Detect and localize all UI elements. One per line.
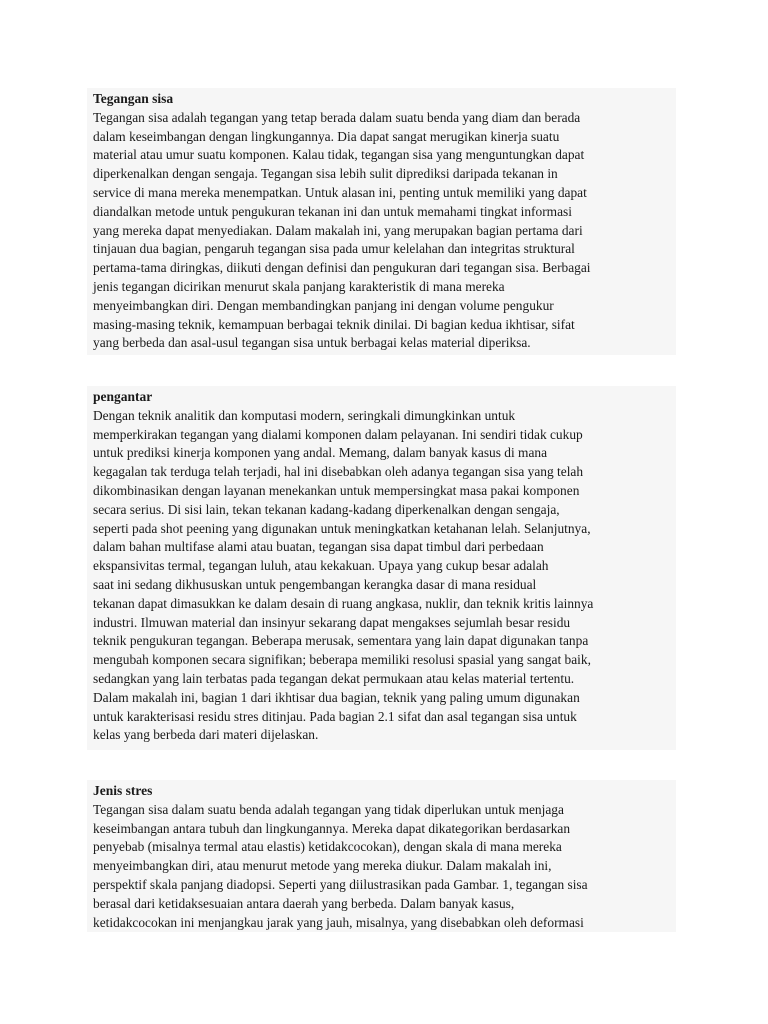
section-heading: Jenis stres bbox=[93, 783, 153, 798]
text-line: Tegangan sisa adalah tegangan yang tetap berada dalam suatu benda yang diam dan berada bbox=[93, 109, 581, 125]
text-line: menyeimbangkan diri. Dengan membandingkan panjang ini dengan volume pengukur bbox=[93, 297, 554, 313]
text-line: pertama-tama diringkas, diikuti dengan definisi dan pengukuran dari tegangan sisa. Berbagai bbox=[93, 260, 591, 276]
text-line: dikombinasikan dengan layanan menekankan untuk mempersingkat masa pakai komponen bbox=[93, 482, 580, 498]
text-line: memperkirakan tegangan yang dialami komponen dalam pelayanan. Ini sendiri tidak cukup bbox=[93, 426, 583, 442]
text-line: jenis tegangan dicirikan menurut skala panjang karakteristik di mana mereka bbox=[93, 278, 505, 294]
text-line: untuk prediksi kinerja komponen yang andal. Memang, dalam banyak kasus di mana bbox=[93, 445, 548, 461]
text-line: diperkenalkan dengan sengaja. Tegangan sisa lebih sulit diprediksi daripada tekanan in bbox=[93, 166, 558, 182]
text-line: perspektif skala panjang diadopsi. Seperti yang diilustrasikan pada Gambar. 1, tegangan sisa bbox=[93, 876, 588, 892]
text-line: kelas yang berbeda dari materi dijelaskan. bbox=[93, 727, 319, 743]
section-body bbox=[93, 109, 676, 353]
section-body bbox=[93, 801, 676, 932]
text-line: tekanan dapat dimasukkan ke dalam desain di ruang angkasa, nuklir, dan teknik kritis lainnya bbox=[93, 595, 594, 611]
section-tegangan-sisa bbox=[87, 88, 676, 355]
text-line: diandalkan metode untuk pengukuran tekanan ini dan untuk memahami tingkat informasi bbox=[93, 203, 572, 219]
section-heading: Tegangan sisa bbox=[93, 91, 174, 106]
section-pengantar bbox=[87, 386, 676, 750]
text-line: tinjauan dua bagian, pengaruh tegangan sisa pada umur kelelahan dan integritas struktural bbox=[93, 241, 575, 257]
text-line: penyebab (misalnya termal atau elastis) ketidakcocokan), dengan skala di mana mereka bbox=[93, 839, 562, 855]
text-line: dalam bahan multifase alami atau buatan, tegangan sisa dapat timbul dari perbedaan bbox=[93, 539, 544, 555]
text-line: yang mereka dapat menyediakan. Dalam makalah ini, yang merupakan bagian pertama dari bbox=[93, 222, 583, 238]
text-line: seperti pada shot peening yang digunakan untuk meningkatkan ketahanan lelah. Selanjutnya, bbox=[93, 520, 591, 536]
text-line: untuk karakterisasi residu stres ditinjau. Pada bagian 2.1 sifat dan asal tegangan sisa untuk bbox=[93, 708, 577, 724]
section-body bbox=[93, 407, 676, 745]
text-line: material atau umur suatu komponen. Kalau tidak, tegangan sisa yang menguntungkan dapat bbox=[93, 147, 585, 163]
text-line: ketidakcocokan ini menjangkau jarak yang jauh, misalnya, yang disebabkan oleh deformasi bbox=[93, 914, 584, 930]
text-line: Tegangan sisa dalam suatu benda adalah tegangan yang tidak diperlukan untuk menjaga bbox=[93, 801, 564, 817]
text-line: Dengan teknik analitik dan komputasi modern, seringkali dimungkinkan untuk bbox=[93, 407, 516, 423]
text-line: kegagalan tak terduga telah terjadi, hal ini disebabkan oleh adanya tegangan sisa yang telah bbox=[93, 464, 584, 480]
text-line: dalam keseimbangan dengan lingkungannya. Dia dapat sangat merugikan kinerja suatu bbox=[93, 128, 560, 144]
text-line: menyeimbangkan diri, atau menurut metode yang mereka diukur. Dalam makalah ini, bbox=[93, 858, 552, 874]
text-line: saat ini sedang dikhususkan untuk pengembangan kerangka dasar di mana residual bbox=[93, 576, 537, 592]
text-line: ekspansivitas termal, tegangan luluh, atau kekakuan. Upaya yang cukup besar adalah bbox=[93, 558, 549, 574]
text-line: keseimbangan antara tubuh dan lingkungannya. Mereka dapat dikategorikan berdasarkan bbox=[93, 820, 571, 836]
text-line: mengubah komponen secara signifikan; beberapa memiliki resolusi spasial yang sangat baik, bbox=[93, 652, 591, 668]
text-line: industri. Ilmuwan material dan insinyur sekarang dapat mengakses sejumlah besar residu bbox=[93, 614, 571, 630]
text-line: Dalam makalah ini, bagian 1 dari ikhtisar dua bagian, teknik yang paling umum digunakan bbox=[93, 689, 580, 705]
text-line: teknik pengukuran tegangan. Beberapa merusak, sementara yang lain dapat digunakan tanpa bbox=[93, 633, 589, 649]
text-line: sedangkan yang lain terbatas pada tegangan dekat permukaan atau kelas material tertentu. bbox=[93, 670, 575, 686]
text-line: yang berbeda dan asal-usul tegangan sisa untuk berbagai kelas material diperiksa. bbox=[93, 335, 531, 351]
section-jenis-stres bbox=[87, 780, 676, 932]
section-heading: pengantar bbox=[93, 389, 153, 404]
text-line: service di mana mereka menempatkan. Untuk alasan ini, penting untuk memiliki yang dapat bbox=[93, 184, 587, 200]
text-line: berasal dari ketidaksesuaian antara daerah yang berbeda. Dalam banyak kasus, bbox=[93, 895, 515, 911]
text-line: secara serius. Di sisi lain, tekan tekanan kadang-kadang diperkenalkan dengan sengaja, bbox=[93, 501, 560, 517]
text-line: masing-masing teknik, kemampuan berbagai teknik dinilai. Di bagian kedua ikhtisar, sifat bbox=[93, 316, 575, 332]
